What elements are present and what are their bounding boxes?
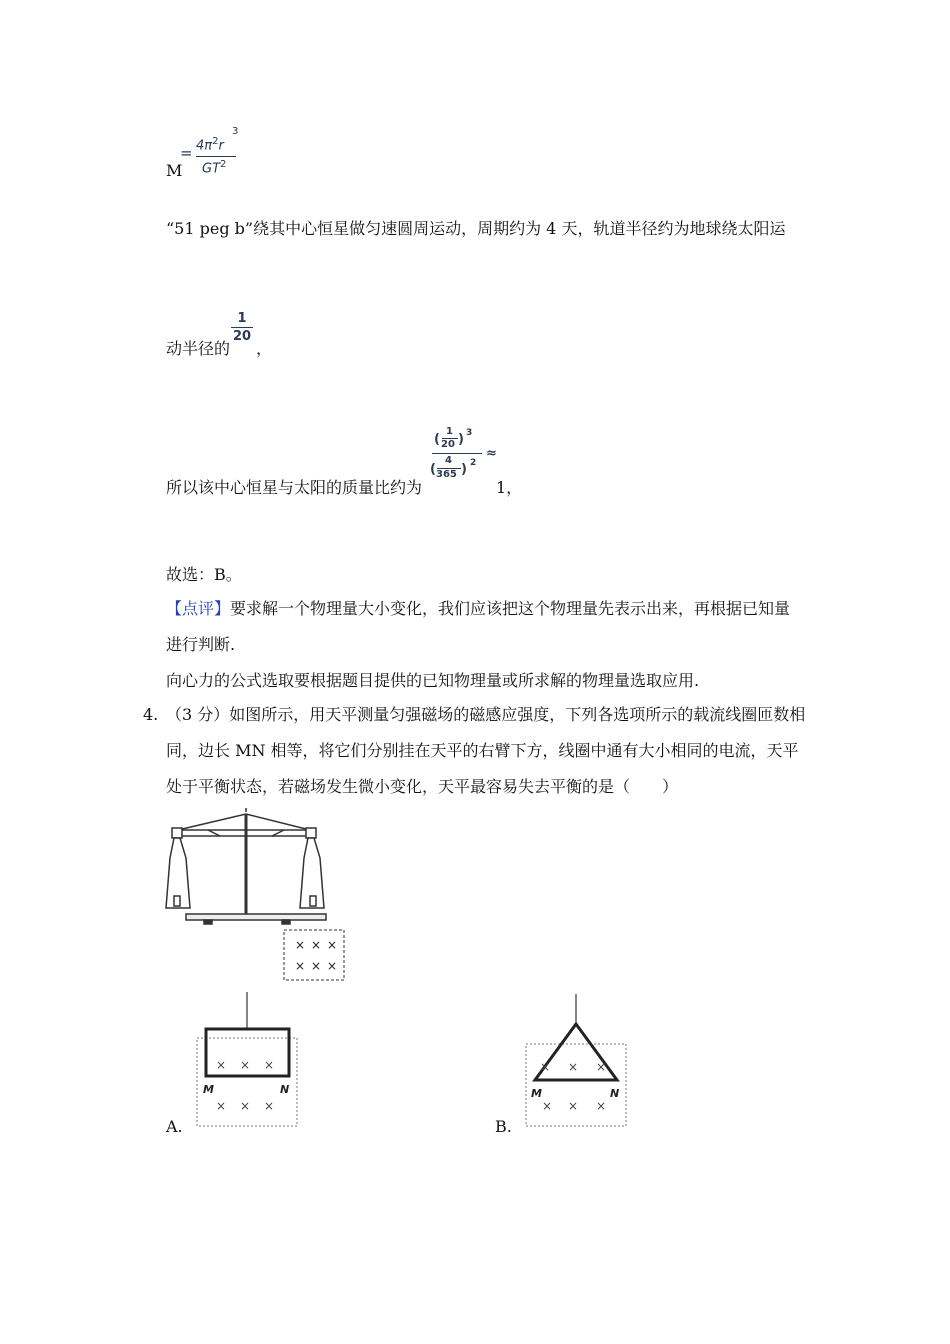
comment-line3: 向心力的公式选取要根据题目提供的已知物理量或所求解的物理量选取应用. xyxy=(166,671,700,690)
ratio-main-bar xyxy=(432,453,482,454)
field-mark: × xyxy=(327,959,338,973)
comment-tag: 【点评】 xyxy=(166,599,231,618)
mass-formula-denominator: $GT^2$ xyxy=(202,159,227,177)
svg-text:×: × xyxy=(240,1058,251,1072)
ratio-top: ( 1 20 ) 3 xyxy=(434,426,473,450)
svg-text:×: × xyxy=(240,1099,251,1113)
question4-line3: 处于平衡状态，若磁场发生微小变化，天平最容易失去平衡的是（ ） xyxy=(166,777,679,796)
field-mark: × xyxy=(311,959,322,973)
point-n-label: N xyxy=(610,1087,620,1100)
svg-text:×: × xyxy=(568,1099,579,1113)
ratio-paragraph-text: 所以该中心恒星与太阳的质量比约为 xyxy=(166,478,423,497)
fraction-bar xyxy=(231,327,253,328)
ratio-result: 1， xyxy=(496,478,523,497)
svg-text:×: × xyxy=(540,1060,551,1074)
svg-text:×: × xyxy=(596,1060,607,1074)
question4-line1: （3 分）如图所示，用天平测量匀强磁场的磁感应强度，下列各选项所示的载流线圈匝数相 xyxy=(166,705,806,724)
orbit-paragraph-line1: “51 peg b”绕其中心恒星做匀速圆周运动，周期约为 4 天，轨道半径约为地球绕太阳运 xyxy=(166,219,786,238)
svg-text:×: × xyxy=(542,1099,553,1113)
option-b-label: B. xyxy=(495,1117,512,1136)
option-a-figure xyxy=(194,992,300,1128)
answer-line: 故选：B。 xyxy=(166,565,242,584)
svg-text:×: × xyxy=(596,1099,607,1113)
point-m-label: M xyxy=(531,1087,542,1100)
svg-text:×: × xyxy=(216,1058,227,1072)
point-m-label: M xyxy=(203,1083,214,1096)
svg-text:×: × xyxy=(264,1099,275,1113)
orbit-paragraph-line2: 动半径的 xyxy=(166,339,231,358)
field-marks xyxy=(216,1058,274,1113)
ratio-bottom: ( 4 365 ) 2 xyxy=(430,455,477,480)
balance-figure xyxy=(160,808,360,984)
svg-text:×: × xyxy=(216,1099,227,1113)
question4-line2: 同，边长 MN 相等，将它们分别挂在天平的右臂下方，线圈中通有大小相同的电流，天平 xyxy=(166,741,799,760)
field-mark: × xyxy=(311,938,322,952)
svg-text:×: × xyxy=(264,1058,275,1072)
comment-line1: 【点评】要求解一个物理量大小变化，我们应该把这个物理量先表示出来，再根据已知量 xyxy=(166,599,791,618)
mass-formula-fraction-bar xyxy=(196,156,236,157)
question4-number: 4. xyxy=(143,705,159,724)
field-mark: × xyxy=(327,938,338,952)
point-n-label: N xyxy=(280,1083,290,1096)
mass-formula-lhs: M xyxy=(166,161,183,180)
field-marks xyxy=(540,1060,606,1113)
svg-text:×: × xyxy=(568,1060,579,1074)
option-b-figure xyxy=(524,994,630,1130)
comment-line2: 进行判断. xyxy=(166,635,236,654)
mass-ratio-fraction: ( 1 20 ) 3 ( 4 365 ) 2 ≈ xyxy=(430,426,502,484)
field-mark: × xyxy=(295,938,306,952)
orbit-paragraph-comma: ， xyxy=(256,339,273,358)
one-twentieth-fraction: 1 20 xyxy=(232,311,252,344)
option-a-label: A. xyxy=(166,1117,183,1136)
field-mark: × xyxy=(295,959,306,973)
mass-formula-numerator: $4\pi^2r$ xyxy=(196,136,224,154)
mass-formula-image: = $4\pi^2r$ 3 $GT^2$ xyxy=(180,126,239,177)
